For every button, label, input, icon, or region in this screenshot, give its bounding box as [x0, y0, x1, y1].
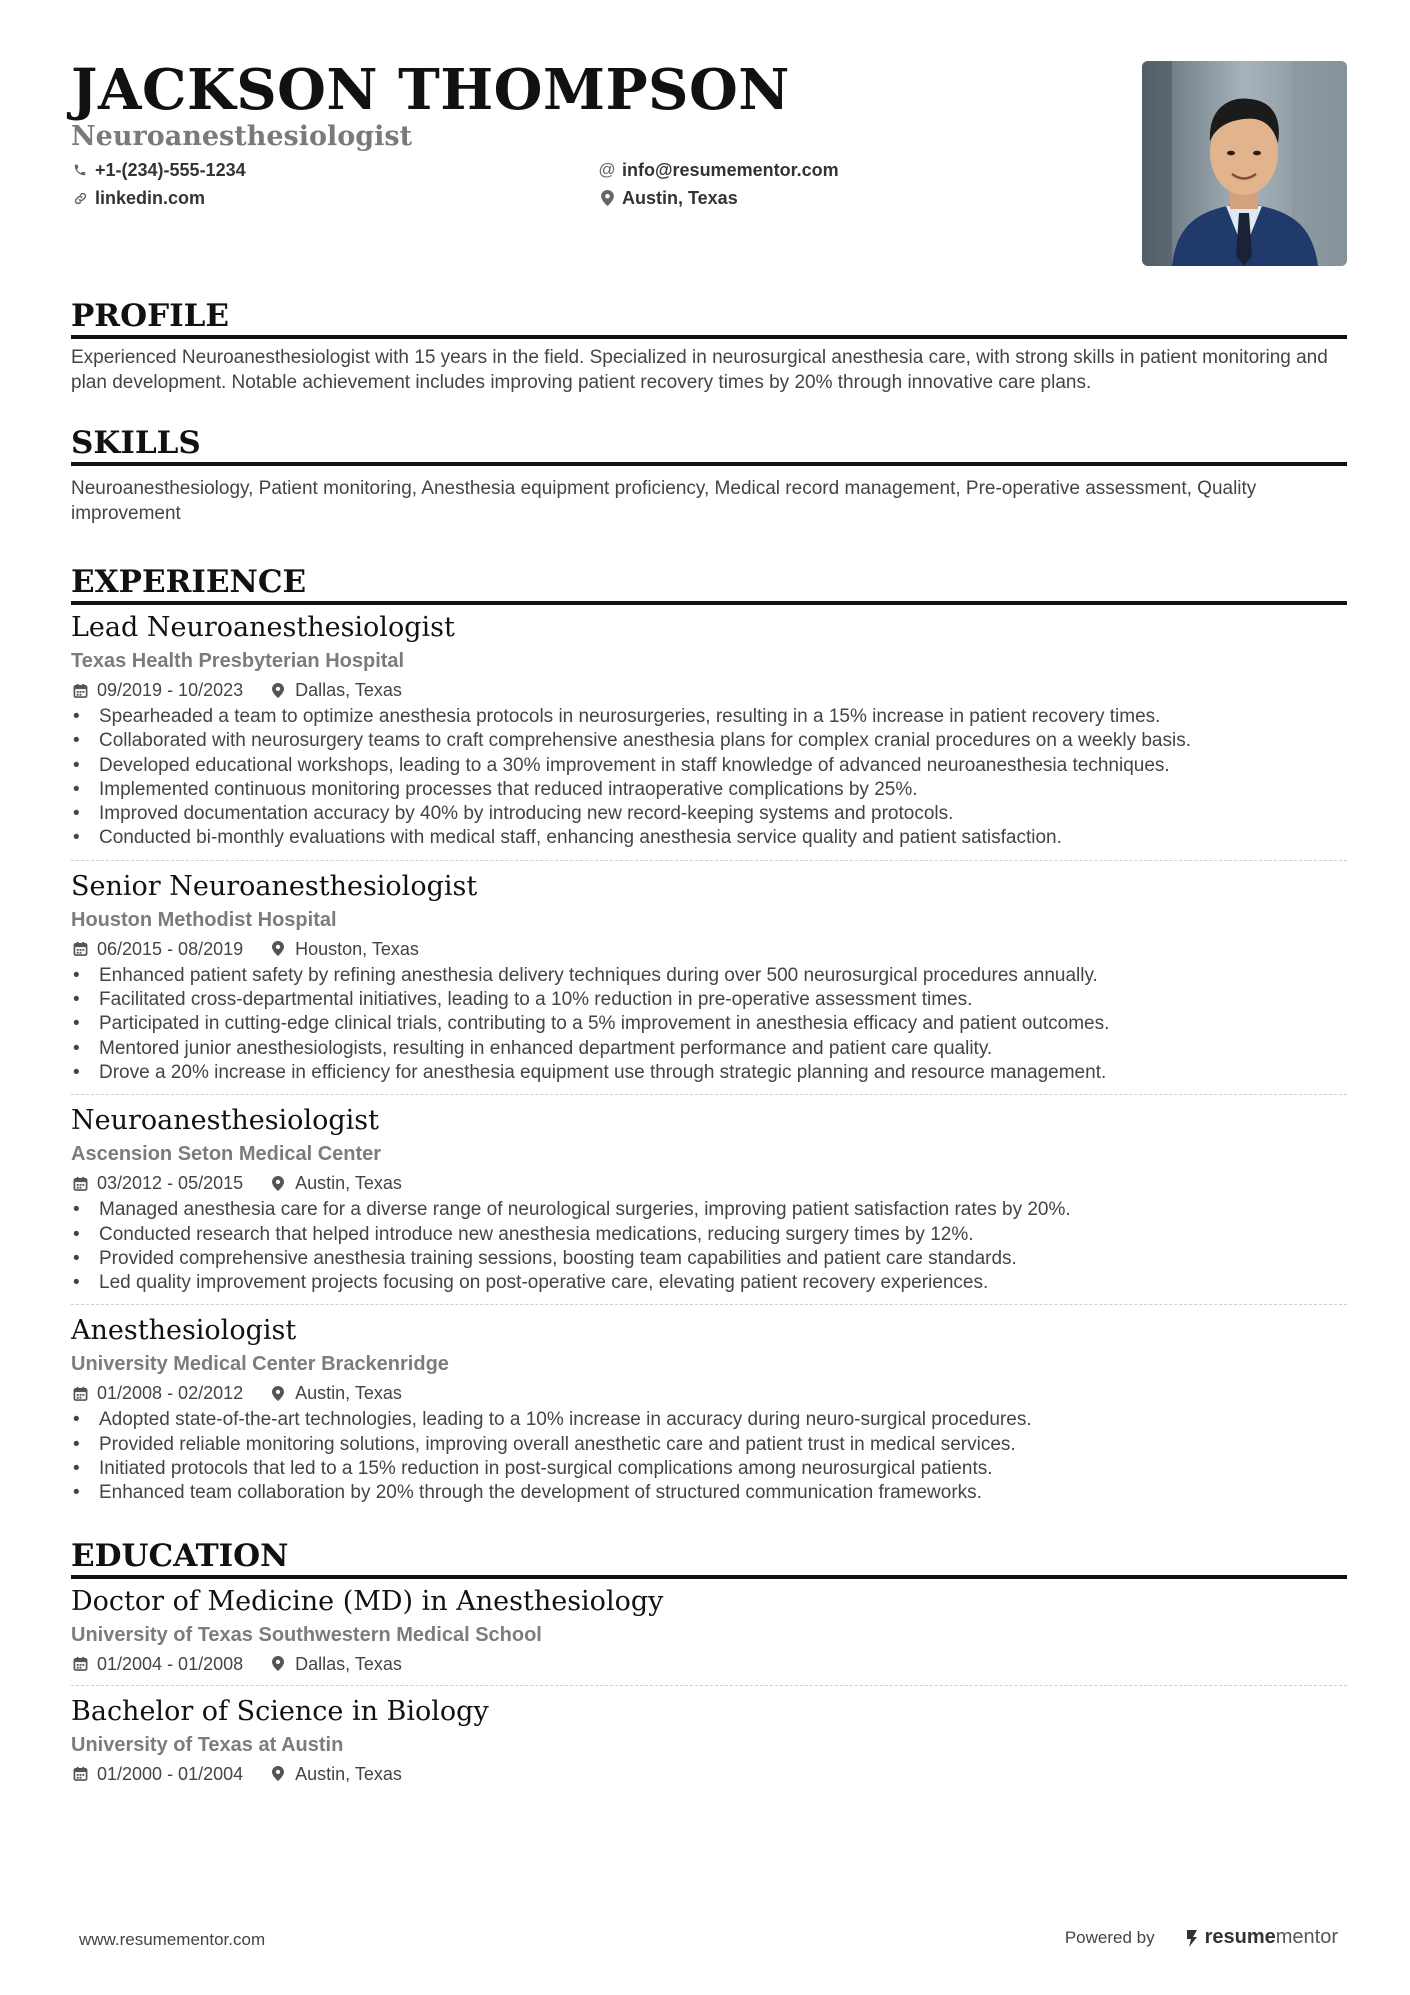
entry-meta: [71, 1652, 1347, 1676]
entry-dates: 01/2000 - 01/2004: [97, 1763, 244, 1784]
entry-dates: 09/2019 - 10/2023: [97, 680, 244, 700]
entry-dates: 03/2012 - 05/2015: [97, 1173, 244, 1194]
footer-website[interactable]: www.resumementor.com: [79, 1930, 266, 1949]
brand-bold: resume: [1204, 1926, 1276, 1948]
entry-location-text: Austin, Texas: [295, 1763, 402, 1784]
profile-photo: [1142, 61, 1347, 266]
job-bullets: [71, 1198, 1347, 1295]
entry-location-text: Austin, Texas: [295, 1383, 402, 1404]
contact-email[interactable]: [598, 160, 1078, 180]
map-pin-icon: [598, 189, 616, 207]
skills-section: [71, 425, 1347, 526]
job-bullet: • Participated in cutting-edge clinical trials, contributing to a 5% improvement in anesthesia efficacy and patient outcomes.: [71, 1012, 1347, 1036]
profile-text: Experienced Neuroanesthesiologist with 15 years in the field. Specialized in neurosurgical anesthesia care, with strong skills in patient monitoring and plan development. Notable achievement includes improving patient recovery times by 20% through innovative care plans.: [71, 347, 1328, 393]
entry-location: [269, 678, 402, 702]
entry-dates: 01/2008 - 02/2012: [97, 1383, 244, 1404]
powered-by-label: Powered by: [1064, 1927, 1155, 1947]
entry-meta: [71, 1171, 1347, 1195]
email-text: info@resumementor.com: [622, 159, 839, 180]
entry-location-text: Dallas, Texas: [295, 1653, 402, 1674]
job-bullets: [71, 964, 1347, 1085]
candidate-name: JACKSON THOMPSON: [71, 57, 790, 123]
contact-info: [71, 160, 1091, 208]
job-bullet: • Conducted research that helped introduce new anesthesia medications, reducing surgery times by 12%.: [71, 1223, 1347, 1247]
entry-location: [269, 1652, 402, 1676]
job-organization: Texas Health Presbyterian Hospital: [71, 650, 405, 672]
job-bullet: • Enhanced patient safety by refining anesthesia delivery techniques during over 500 neurosurgical procedures annually.: [71, 964, 1347, 988]
job-bullet: • Developed educational workshops, leading to a 30% improvement in staff knowledge of advanced neuroanesthesia techniques.: [71, 754, 1347, 778]
contact-location: [598, 188, 1078, 208]
calendar-icon: [71, 1174, 89, 1192]
education-heading: EDUCATION: [71, 1538, 1347, 1579]
school: University of Texas at Austin: [71, 1733, 344, 1756]
job-role: Lead Neuroanesthesiologist: [71, 612, 455, 643]
phone-text: +1-(234)-555-1234: [95, 159, 246, 180]
profile-section: [71, 298, 1347, 395]
resume-page: [71, 58, 1347, 1795]
linkedin-text: linkedin.com: [95, 187, 206, 208]
brand-mark-icon: [1185, 1928, 1201, 1948]
job-organization: University Medical Center Brackenridge: [71, 1353, 449, 1376]
contact-linkedin[interactable]: [71, 188, 598, 208]
education-entry: [71, 1695, 1347, 1795]
entry-dates: 06/2015 - 08/2019: [97, 938, 244, 959]
map-pin-icon: [269, 1384, 287, 1402]
entry-meta: [71, 1762, 1347, 1786]
entry-location-text: Dallas, Texas: [295, 680, 402, 700]
profile-heading: PROFILE: [71, 298, 1347, 339]
candidate-title: Neuroanesthesiologist: [71, 121, 413, 152]
experience-entry: [71, 611, 1347, 861]
job-bullet: • Improved documentation accuracy by 40% by introducing new record-keeping systems and protocols.: [71, 802, 1347, 826]
brand-logo[interactable]: [1185, 1926, 1338, 1949]
footer-branding: [1065, 1926, 1338, 1949]
job-bullets: [71, 705, 1347, 851]
entry-location: [269, 1171, 402, 1195]
calendar-icon: [71, 1765, 89, 1783]
entry-location: [269, 1762, 402, 1786]
experience-entry: [71, 1104, 1347, 1305]
entry-meta: [71, 937, 1347, 961]
entry-location: [269, 937, 419, 961]
school: University of Texas Southwestern Medical School: [71, 1623, 542, 1646]
brand-light: mentor: [1275, 1926, 1338, 1948]
job-organization: Houston Methodist Hospital: [71, 908, 337, 931]
job-organization: Ascension Seton Medical Center: [71, 1143, 382, 1166]
education-section: [71, 1538, 1347, 1795]
job-bullet: • Provided comprehensive anesthesia training sessions, boosting team capabilities and patient care standards.: [71, 1247, 1347, 1271]
education-list: [71, 1585, 1347, 1795]
map-pin-icon: [269, 1765, 287, 1783]
degree: Bachelor of Science in Biology: [71, 1695, 489, 1727]
map-pin-icon: [269, 940, 287, 958]
education-entry: [71, 1585, 1347, 1686]
job-bullet: • Spearheaded a team to optimize anesthesia protocols in neurosurgeries, resulting in a 15% increase in patient recovery times.: [71, 705, 1347, 729]
job-bullet: • Led quality improvement projects focusing on post-operative care, elevating patient recovery experiences.: [71, 1271, 1347, 1295]
job-role: Neuroanesthesiologist: [71, 1105, 379, 1137]
job-bullet: • Provided reliable monitoring solutions, improving overall anesthetic care and patient trust in medical services.: [71, 1433, 1347, 1457]
degree: Doctor of Medicine (MD) in Anesthesiology: [71, 1585, 664, 1617]
entry-location-text: Austin, Texas: [295, 1173, 402, 1194]
job-bullet: • Adopted state-of-the-art technologies, leading to a 10% increase in accuracy during neuro-surgical procedures.: [71, 1408, 1347, 1432]
job-role: Senior Neuroanesthesiologist: [71, 870, 478, 902]
experience-heading: EXPERIENCE: [71, 564, 1347, 605]
job-bullet: • Implemented continuous monitoring processes that reduced intraoperative complications by 25%.: [71, 778, 1347, 802]
location-text: Austin, Texas: [622, 187, 738, 208]
experience-section: [71, 564, 1347, 1515]
experience-entry: [71, 870, 1347, 1095]
entry-location-text: Houston, Texas: [295, 938, 419, 959]
job-role: Anesthesiologist: [71, 1315, 297, 1347]
job-bullet: • Collaborated with neurosurgery teams to craft comprehensive anesthesia plans for complex cranial procedures on a weekly basis.: [71, 729, 1347, 753]
job-bullets: [71, 1408, 1347, 1505]
job-bullet: • Enhanced team collaboration by 20% through the development of structured communication frameworks.: [71, 1481, 1347, 1505]
resume-header: [71, 58, 1347, 268]
experience-entry: [71, 1314, 1347, 1514]
entry-meta: [71, 678, 1347, 702]
calendar-icon: [71, 681, 89, 699]
job-bullet: • Conducted bi-monthly evaluations with medical staff, enhancing anesthesia service quality and patient satisfaction.: [71, 826, 1347, 850]
entry-dates: 01/2004 - 01/2008: [97, 1653, 244, 1674]
link-icon: [71, 189, 89, 207]
experience-list: [71, 611, 1347, 1515]
at-icon: @: [598, 160, 616, 179]
skills-text: Neuroanesthesiology, Patient monitoring, Anesthesia equipment proficiency, Medical record management, Pre-operative assessment, Quality improvement: [71, 478, 1257, 524]
job-bullet: • Facilitated cross-departmental initiatives, leading to a 10% reduction in pre-operative assessment times.: [71, 988, 1347, 1012]
job-bullet: • Mentored junior anesthesiologists, resulting in enhanced department performance and patient care quality.: [71, 1037, 1347, 1061]
calendar-icon: [71, 1384, 89, 1402]
map-pin-icon: [269, 1174, 287, 1192]
job-bullet: • Managed anesthesia care for a diverse range of neurological surgeries, improving patient satisfaction rates by 20%.: [71, 1198, 1347, 1222]
map-pin-icon: [269, 681, 287, 699]
entry-meta: [71, 1381, 1347, 1405]
job-bullet: • Initiated protocols that led to a 15% reduction in post-surgical complications among neurosurgical patients.: [71, 1457, 1347, 1481]
calendar-icon: [71, 1655, 89, 1673]
calendar-icon: [71, 940, 89, 958]
skills-heading: SKILLS: [71, 425, 1347, 466]
contact-phone[interactable]: [71, 160, 598, 180]
phone-icon: [71, 161, 89, 179]
entry-location: [269, 1381, 402, 1405]
job-bullet: • Drove a 20% increase in efficiency for anesthesia equipment use through strategic planning and resource management.: [71, 1061, 1347, 1085]
map-pin-icon: [269, 1655, 287, 1673]
